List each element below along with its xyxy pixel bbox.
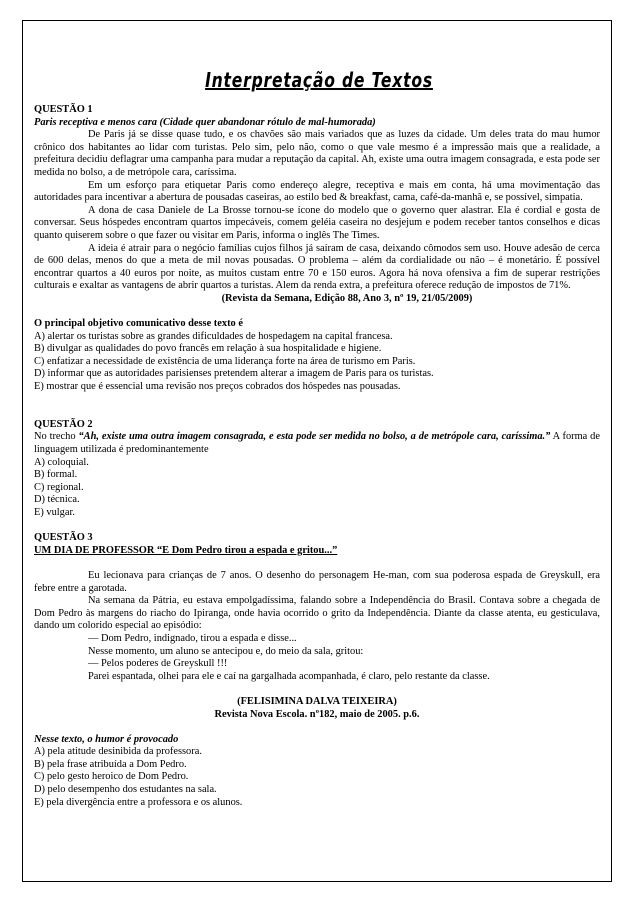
q2-option-d[interactable]: D) técnica. (34, 494, 80, 506)
q1-label: QUESTÃO 1 (34, 104, 93, 115)
page-title: Interpretação de Textos (205, 68, 433, 92)
q1-prompt: O principal objetivo comunicativo desse texto é (34, 318, 243, 330)
q3-dialogue-line: Parei espantada, olhei para ele e caí na gargalhada acompanhada, é claro, pelo restante da classe. (88, 670, 490, 682)
q3-option-c[interactable]: C) pelo gesto heroico de Dom Pedro. (34, 771, 189, 783)
q1-paragraph: A dona de casa Daniele de La Brosse tornou-se ícone do modelo que o governo quer alastrar. Ela é cordial e gosta de conversar. Seus hóspedes encontram quartos impecáveis, comem geléia caseira no desjejum e podem receber tantos conselhos e dicas quanto quiserem sobre o que fazer ou visitar em Paris, informa o inglês The Times. (34, 204, 600, 241)
q3-dialogue-line: — Dom Pedro, indignado, tirou a espada e disse... (88, 632, 297, 644)
q2-label: QUESTÃO 2 (34, 418, 93, 430)
q3-label: QUESTÃO 3 (34, 532, 93, 544)
q2-option-e[interactable]: E) vulgar. (34, 507, 75, 518)
q1-paragraph: De Paris já se disse quase tudo, e os chavões são mais variados que as luzes da cidade. Um deles trata do mau humor crônico dos habitantes ao lidar com turistas. Pelo sim, pelo não, como o que vale mesmo é a impressão mais que a realidade, a prefeitura decidiu deflagrar uma campanha para mudar a reputação da capital. Ah, existe uma outra imagem consagrada, e esta pode ser medida no bolso, a de metrópole cara, caríssima. (34, 129, 600, 178)
q1-paragraph: Em um esforço para etiquetar Paris como endereço alegre, receptiva e mais em conta, há uma movimentação das autoridades para incentivar a abertura de pousadas caseiras, ao estilo bed & breakfast, cama, café-da-manhã e, se possível, simpatia. (34, 179, 600, 204)
q3-paragraph: Na semana da Pátria, eu estava empolgadíssima, falando sobre a Independência do Brasil. Contava sobre a chegada de Dom Pedro às margens do riacho do Ipiranga, onde havia ocorrido o grito da Independência. Diante da classe atenta, eu gesticulava, dando um colorido especial ao episódio: (34, 595, 600, 632)
q3-option-b[interactable]: B) pela frase atribuída a Dom Pedro. (34, 758, 187, 770)
q1-option-e[interactable]: E) mostrar que é essencial uma revisão nos preços cobrados dos hóspedes nas pousadas. (34, 381, 401, 393)
q1-option-d[interactable]: D) informar que as autoridades parisienses pretendem alterar a imagem de Paris para os turistas. (34, 368, 434, 380)
q2-prefix: No trecho (34, 431, 79, 443)
q3-author: (FELISIMINA DALVA TEIXEIRA) (237, 695, 397, 707)
q3-subtitle: UM DIA DE PROFESSOR “E Dom Pedro tirou a espada e gritou...” (34, 544, 338, 556)
document-body (34, 104, 600, 809)
q3-option-d[interactable]: D) pelo desempenho dos estudantes na sala. (34, 784, 217, 796)
q1-subtitle: Paris receptiva e menos cara (Cidade quer abandonar rótulo de mal-humorada) (34, 116, 376, 128)
q3-option-a[interactable]: A) pela atitude desinibida da professora. (34, 746, 202, 758)
q1-source: (Revista da Semana, Edição 88, Ano 3, nº 19, 21/05/2009) (221, 292, 473, 304)
q2-option-a[interactable]: A) coloquial. (34, 456, 89, 468)
q3-dialogue-line: Nesse momento, um aluno se antecipou e, do meio da sala, gritou: (88, 645, 364, 657)
q1-option-c[interactable]: C) enfatizar a necessidade de existência de uma liderança forte na área de turismo em Paris. (34, 355, 416, 367)
q1-option-b[interactable]: B) divulgar as qualidades do povo francês em relação à sua hospitalidade e higiene. (34, 343, 382, 355)
q3-prompt: Nesse texto, o humor é provocado (34, 733, 179, 745)
q2-quote: “Ah, existe uma outra imagem consagrada, e esta pode ser medida no bolso, a de metrópole cara, caríssima.” (78, 431, 551, 443)
q3-paragraph: Eu lecionava para crianças de 7 anos. O desenho do personagem He-man, com sua poderosa espada de Greyskull, era febre entre a garotada. (34, 569, 600, 594)
q1-paragraph: A ideia é atrair para o negócio famílias cujos filhos já saíram de casa, deixando cômodos sem uso. Houve adesão de cerca de 600 delas, menos do que a meta de mil novas pousadas. O problema – além da cordialidade ou não – é monetário. É possível encontrar quartos a 40 euros por noite, as muitos custam entre 70 e 150 euros. Agora há nova ofensiva a fim de superar restrições culturais e exaltar as vantagens de abrir quartos a turistas. Alem da renda extra, a prefeitura oferece redução de impostos de 71%. (34, 242, 600, 292)
q3-option-e[interactable]: E) pela divergência entre a professora e os alunos. (34, 796, 243, 808)
q2-statement (34, 431, 600, 456)
q2-suffix: A forma de linguagem utilizada é predominantemente (34, 431, 600, 456)
q3-dialogue-line: — Pelos poderes de Greyskull !!! (88, 658, 228, 670)
q3-source: Revista Nova Escola. nº182, maio de 2005. p.6. (214, 708, 420, 720)
q2-option-c[interactable]: C) regional. (34, 481, 84, 493)
q1-option-a[interactable]: A) alertar os turistas sobre as grandes dificuldades de hospedagem na capital francesa. (34, 330, 393, 342)
q2-option-b[interactable]: B) formal. (34, 469, 78, 481)
